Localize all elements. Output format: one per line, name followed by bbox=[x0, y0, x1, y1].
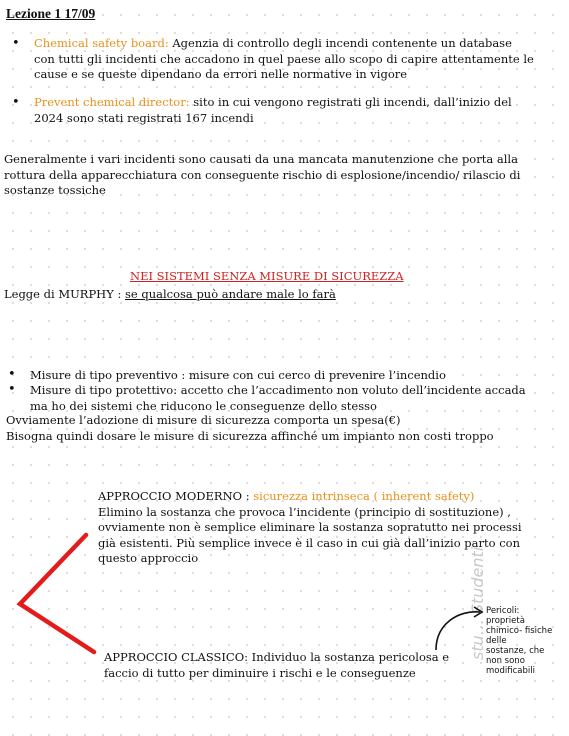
definition-line: cause e se queste dipendano da errori nelle normative in vigore bbox=[34, 67, 408, 81]
measure-line: Misure di tipo protettivo: accetto che l’accadimento non voluto dell’incidente accada bbox=[30, 383, 526, 397]
paragraph-line: rottura della apparecchiatura con conseguente rischio di esplosione/incendio/ rilascio di bbox=[4, 167, 521, 182]
definition: sito in cui vengono registrati gli incendi, dall’inizio del bbox=[193, 95, 512, 109]
classic-line: faccio di tutto per diminuire i rischi e le conseguenze bbox=[104, 665, 416, 680]
modern-label: APPROCCIO MODERNO : bbox=[98, 489, 250, 503]
modern-line: Elimino la sostanza che provoca l’incidente (principio di sostituzione) , bbox=[98, 504, 511, 519]
murphy-label: Legge di MURPHY : bbox=[4, 287, 122, 301]
note-line: delle bbox=[486, 636, 507, 646]
murphy-text: se qualcosa può andare male lo farà bbox=[125, 287, 336, 301]
measure-preventive: Misure di tipo preventivo : misure con cui cerco di prevenire l’incendio bbox=[30, 368, 446, 382]
term: Prevent chemical director: bbox=[34, 95, 190, 109]
note-line: chimico- fisiche bbox=[486, 626, 553, 636]
bullet-dot: • bbox=[8, 382, 16, 397]
bullet-dot: • bbox=[12, 36, 20, 51]
modern-line: già esistenti. Più semplice invece è il caso in cui già dall’inizio parto con bbox=[98, 535, 520, 550]
definition: Agenzia di controllo degli incendi contenente un database bbox=[172, 36, 512, 50]
measure-line: ma ho dei sistemi che riducono le conseguenze dello stesso bbox=[30, 398, 377, 413]
classic-approach bbox=[104, 650, 464, 681]
term: Chemical safety board: bbox=[34, 36, 169, 50]
definition-line: con tutti gli incidenti che accadono in quel paese allo scopo di capire attentamente le bbox=[34, 51, 534, 66]
note-line: proprietà bbox=[486, 616, 525, 626]
note-line: modificabili bbox=[486, 666, 535, 676]
hazards-side-note bbox=[486, 606, 566, 676]
watermark: stu… Studenti bbox=[468, 546, 487, 660]
bullet-dot: • bbox=[8, 367, 16, 382]
cost-line: Ovviamente l’adozione di misure di sicurezza comporta un spesa(€) bbox=[6, 413, 401, 427]
paragraph-line: sostanze tossiche bbox=[4, 183, 106, 197]
classic-line: APPROCCIO CLASSICO: Individuo la sostanza pericolosa e bbox=[104, 650, 450, 664]
page-title: Lezione 1 17/09 bbox=[6, 6, 96, 21]
section-heading: NEI SISTEMI SENZA MISURE DI SICUREZZA bbox=[130, 269, 404, 283]
bullet-dot: • bbox=[12, 95, 20, 110]
definition-line: 2024 sono stati registrati 167 incendi bbox=[34, 110, 254, 125]
modern-highlight: sicurezza intrinseca ( inherent safety) bbox=[253, 489, 475, 503]
modern-line: questo approccio bbox=[98, 551, 199, 565]
note-line: Pericoli: bbox=[486, 606, 520, 616]
paragraph-line: Generalmente i vari incidenti sono causati da una mancata manutenzione che porta alla bbox=[4, 152, 518, 166]
note-line: non sono bbox=[486, 656, 525, 666]
modern-line: ovviamente non è semplice eliminare la sostanza sopratutto nei processi bbox=[98, 520, 522, 534]
cost-line: Bisogna quindi dosare le misure di sicurezza affinché um impianto non costi troppo bbox=[6, 428, 494, 443]
note-line: sostanze, che bbox=[486, 646, 545, 656]
